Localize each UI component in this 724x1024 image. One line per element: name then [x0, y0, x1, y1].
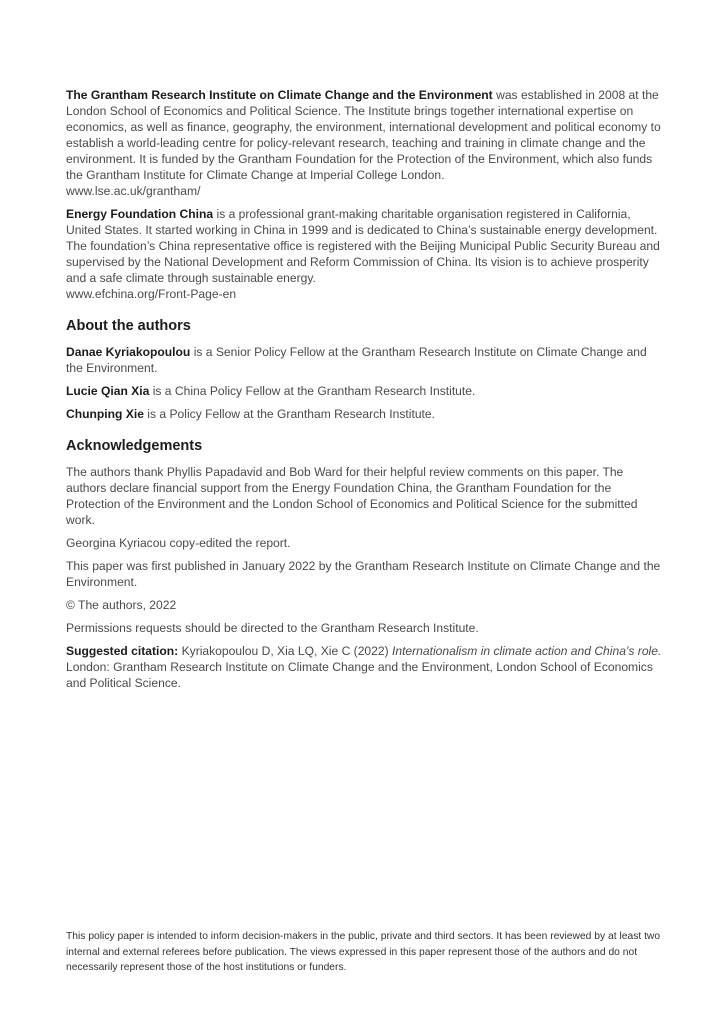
permissions-note: Permissions requests should be directed to the Grantham Research Institute. [66, 621, 479, 635]
copyright-note: © The authors, 2022 [66, 598, 177, 612]
author-entry [66, 406, 662, 422]
author-bio: is a Policy Fellow at the Grantham Research Institute. [143, 407, 435, 421]
citation-publisher: London: Grantham Research Institute on Climate Change and the Environment, London School of Economics and Political Science. [66, 660, 653, 690]
institution-url: www.lse.ac.uk/grantham/ [66, 184, 201, 198]
citation-title: Internationalism in climate action and China’s role. [391, 644, 662, 658]
publication-note: This paper was first published in January 2022 by the Grantham Research Institute on Climate Change and the Environment. [66, 559, 661, 589]
footer-disclaimer: This policy paper is intended to inform decision-makers in the public, private and third sectors. It has been reviewed by at least two internal and external referees before publication. The views expressed in this paper represent those of the authors and do not necessarily represent those of the host institutions or funders. [66, 931, 661, 974]
citation-authors: Kyriakopoulou D, Xia LQ, Xie C (2022) [178, 644, 392, 658]
institution-description: was established in 2008 at the London School of Economics and Political Science. The Institute brings together international expertise on economics, as well as finance, geography, the environment, international development and political economy to establish a world-leading centre for policy-relevant research, teaching and training in climate change and the environment. It is funded by the Grantham Foundation for the Protection of the Environment, which also funds the Grantham Institute for Climate Change at Imperial College London. [66, 88, 661, 182]
citation-label: Suggested citation: [66, 644, 179, 658]
institution-energy-foundation [66, 206, 662, 302]
institution-name: The Grantham Research Institute on Climate Change and the Environment [66, 88, 493, 102]
author-name: Danae Kyriakopoulou [66, 345, 191, 359]
about-authors-heading: About the authors [66, 318, 191, 334]
copy-editor-note: Georgina Kyriacou copy-edited the report. [66, 536, 291, 550]
author-entry [66, 383, 662, 399]
institution-grantham [66, 87, 662, 199]
suggested-citation [66, 643, 662, 691]
author-name: Lucie Qian Xia [66, 384, 150, 398]
institution-url: www.efchina.org/Front-Page-en [66, 287, 237, 301]
author-entry [66, 344, 662, 376]
author-bio: is a Senior Policy Fellow at the Grantham Research Institute on Climate Change and the Environment. [66, 345, 647, 375]
author-bio: is a China Policy Fellow at the Grantham Research Institute. [149, 384, 476, 398]
acknowledgements-heading: Acknowledgements [66, 438, 203, 454]
author-name: Chunping Xie [66, 407, 144, 421]
acknowledgements-paragraph: The authors thank Phyllis Papadavid and Bob Ward for their helpful review comments on this paper. The authors declare financial support from the Energy Foundation China, the Grantham Foundation for the Protection of the Environment and the London School of Economics and Political Science for the submitted work. [66, 465, 638, 527]
institution-name: Energy Foundation China [66, 207, 214, 221]
institution-description: is a professional grant-making charitable organisation registered in California, United States. It started working in China in 1999 and is dedicated to China’s sustainable energy development. The foundation’s China representative office is registered with the Beijing Municipal Public Security Bureau and supervised by the National Development and Reform Commission of China. Its vision is to achieve prosperity and a safe climate through sustainable energy. [66, 207, 660, 285]
page-content [66, 87, 662, 698]
